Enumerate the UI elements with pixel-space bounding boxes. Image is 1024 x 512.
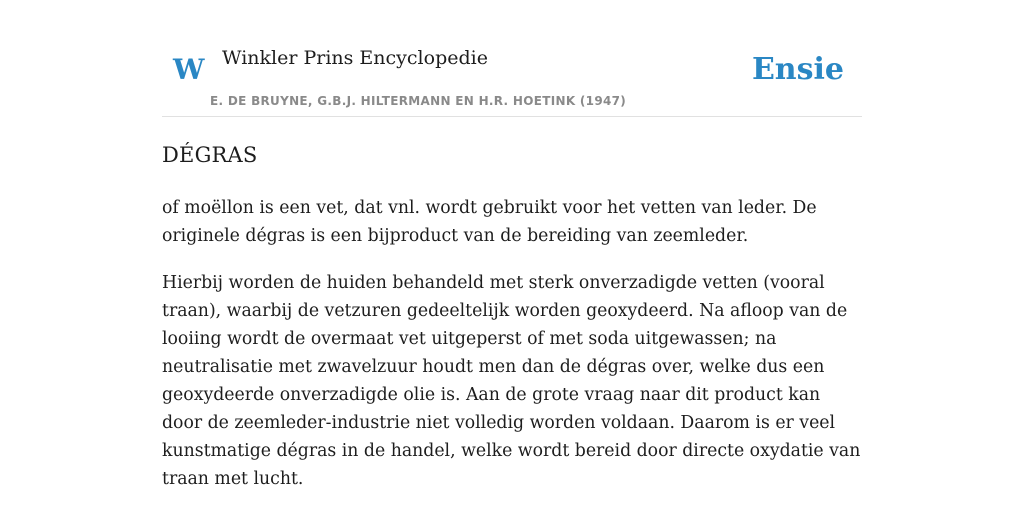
- source-title[interactable]: Winkler Prins Encyclopedie: [222, 47, 488, 69]
- article-paragraph: of moëllon is een vet, dat vnl. wordt gebruikt voor het vetten van leder. De originele dégras is een bijproduct van de bereiding van zeemleder.: [162, 198, 817, 246]
- brand-logo-link[interactable]: Ensie: [751, 52, 844, 87]
- article-title: DÉGRAS: [162, 143, 258, 167]
- source-authors: E. DE BRUYNE, G.B.J. HILTERMANN EN H.R. HOETINK (1947): [210, 94, 627, 108]
- source-header: [162, 0, 862, 117]
- article: [162, 138, 862, 512]
- article-paragraph: Hierbij worden de huiden behandeld met sterk onverzadigde vetten (vooral traan), waarbij de vetzuren gedeeltelijk worden geoxydeerd. Na afloop van de looiing wordt de overmaat vet uitgeperst of met soda uitgewassen; na neutralisatie met zwavelzuur houdt men dan de dégras over, welke dus een geoxydeerde onverzadigde olie is. Aan de grote vraag naar dit product kan door de zeemleder-industrie niet volledig worden voldaan. Daarom is er veel kunstmatige dégras in de handel, welke wordt bereid door directe oxydatie van traan met lucht.: [162, 273, 861, 489]
- source-logo[interactable]: W: [173, 53, 205, 86]
